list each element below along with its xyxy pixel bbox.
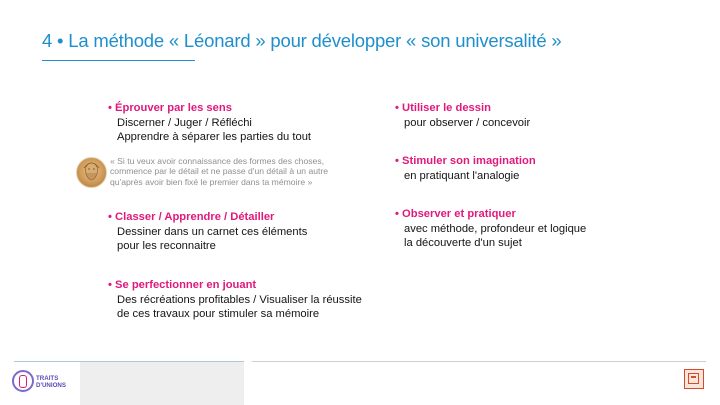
bullet-line: de ces travaux pour stimuler sa mémoire: [117, 308, 320, 321]
logo-line: TRAITS: [36, 375, 59, 382]
leonardo-quote: [110, 156, 372, 187]
quote-line: qu'après avoir bien fixé le premier dans ta mémoire »: [110, 176, 313, 187]
bullet-heading: • Stimuler son imagination: [395, 154, 536, 169]
quote-line: commence par le détail et ne passe d'un détail à un autre: [110, 166, 329, 177]
footer-divider-right: [252, 361, 706, 362]
logo-mark-icon: [12, 370, 34, 392]
bullet-imagination: [395, 154, 536, 183]
bullet-line: Discerner / Juger / Réfléchi: [117, 116, 252, 129]
bullet-line: Des récréations profitables / Visualiser la réussite: [117, 293, 362, 306]
bullet-line: la découverte d'un sujet: [404, 237, 522, 250]
bullet-line: avec méthode, profondeur et logique: [404, 222, 587, 235]
bullet-line: Dessiner dans un carnet ces éléments: [117, 225, 308, 238]
logo-line: D'UNIONS: [36, 382, 67, 389]
footer-panel: [80, 362, 244, 405]
bullet-line: en pratiquant l'analogie: [404, 169, 520, 182]
logo-text: [36, 375, 66, 389]
bullet-line: Apprendre à séparer les parties du tout: [117, 131, 312, 144]
bullet-heading: • Se perfectionner en jouant: [108, 278, 362, 293]
slide-icon: [684, 369, 704, 389]
bullet-heading: • Éprouver par les sens: [108, 101, 311, 116]
bullet-heading: • Observer et pratiquer: [395, 207, 586, 222]
title-underline: [42, 60, 195, 61]
bullet-line: pour les reconnaitre: [117, 240, 216, 253]
page-title: 4 • La méthode « Léonard » pour développer « son universalité »: [42, 30, 562, 51]
bullet-heading: • Classer / Apprendre / Détailler: [108, 210, 307, 225]
bullet-classer: [108, 210, 307, 254]
leonardo-portrait-icon: [76, 157, 107, 188]
bullet-eprouver: [108, 101, 311, 145]
bullet-observer: [395, 207, 586, 251]
traits-dunions-logo: [12, 368, 74, 398]
quote-line: « Si tu veux avoir connaissance des formes des choses,: [110, 156, 325, 166]
bullet-heading: • Utiliser le dessin: [395, 101, 530, 116]
bullet-dessin: [395, 101, 530, 130]
bullet-perfectionner: [108, 278, 362, 322]
bullet-line: pour observer / concevoir: [404, 116, 531, 129]
